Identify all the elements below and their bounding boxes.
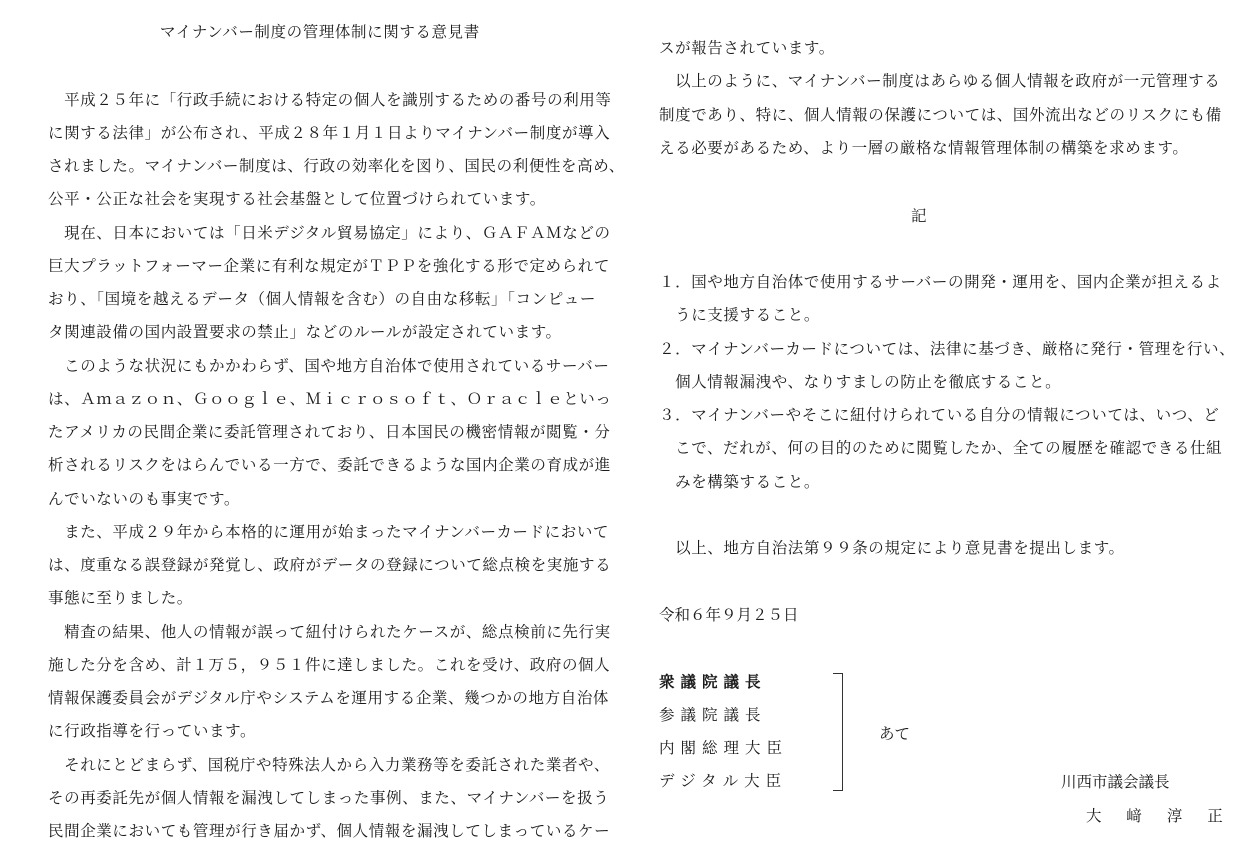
body-line: 析されるリスクをはらんでいる一方で、委託できるような国内企業の育成が進 — [48, 456, 611, 474]
body-line: その再委託先が個人情報を漏洩してしまった事例、また、マイナンバーを扱う — [48, 789, 610, 807]
body-line: 平成２５年に「行政手続における特定の個人を識別するための番号の利用等 — [48, 91, 612, 109]
item-line: １．国や地方自治体で使用するサーバーの開発・運用を、国内企業が担えるよ — [659, 273, 1222, 291]
ate-label: あて — [879, 725, 911, 743]
body-line: スが報告されています。 — [659, 39, 835, 57]
item-line: ２．マイナンバーカードについては、法律に基づき、厳格に発行・管理を行い、 — [659, 340, 1236, 358]
body-line: このような状況にもかかわらず、国や地方自治体で使用されているサーバー — [48, 357, 610, 375]
body-line: 精査の結果、他人の情報が誤って紐付けられたケースが、総点検前に先行実 — [48, 623, 611, 641]
item-line: うに支援すること。 — [659, 306, 821, 324]
document-date: 令和６年９月２５日 — [659, 606, 799, 624]
body-line: 施した分を含め、計１万５，９５１件に達しました。これを受け、政府の個人 — [48, 656, 611, 674]
item-line: こで、だれが、何の目的のために閲覧したか、全ての履歴を確認できる仕組 — [659, 439, 1223, 457]
body-line: 情報保護委員会がデジタル庁やシステムを運用する企業、幾つかの地方自治体 — [48, 689, 610, 707]
item-line: みを構築すること。 — [659, 473, 821, 491]
addressee: デジタル大臣 — [659, 772, 788, 790]
item-line: 個人情報漏洩や、なりすましの防止を徹底すること。 — [659, 373, 1062, 391]
addressee: 内閣総理大臣 — [659, 739, 789, 757]
ki-heading: 記 — [911, 207, 927, 225]
document-title: マイナンバー制度の管理体制に関する意見書 — [160, 23, 480, 41]
body-line: 制度であり、特に、個人情報の保護については、国外流出などのリスクにも備 — [659, 106, 1222, 124]
body-line: 巨大プラットフォーマー企業に有利な規定がＴＰＰを強化する形で定められて — [48, 257, 610, 275]
council-chair-name: 大 﨑 淳 正 — [1086, 807, 1233, 825]
item-line: ３．マイナンバーやそこに紐付けられている自分の情報については、いつ、ど — [659, 406, 1220, 424]
body-line: おり、「国境を越えるデータ（個人情報を含む）の自由な移転」「コンピュー — [48, 290, 597, 308]
closing-statement: 以上、地方自治法第９９条の規定により意見書を提出します。 — [659, 539, 1125, 557]
body-line: に関する法律」が公布され、平成２８年１月１日よりマイナンバー制度が導入 — [48, 124, 611, 142]
body-line: んでいないのも事実です。 — [48, 490, 240, 508]
body-line: それにとどまらず、国税庁や特殊法人から入力業務等を委託された業者や、 — [48, 756, 610, 774]
body-line: 民間企業においても管理が行き届かず、個人情報を漏洩してしまっているケー — [48, 822, 611, 840]
body-line: されました。マイナンバー制度は、行政の効率化を図り、国民の利便性を高め、 — [48, 157, 625, 175]
body-line: は、Ａｍａｚｏｎ、Ｇｏｏｇｌｅ、Ｍｉｃｒｏｓｏｆｔ、Ｏｒａｃｌｅといっ — [48, 390, 612, 408]
body-line: は、度重なる誤登録が発覚し、政府がデータの登録について総点検を実施する — [48, 556, 612, 574]
council-chair-title: 川西市議会議長 — [1061, 773, 1170, 791]
addressee: 衆議院議長 — [659, 672, 767, 691]
body-line: たアメリカの民間企業に委託管理されており、日本国民の機密情報が閲覧・分 — [48, 423, 611, 441]
body-line: 事態に至りました。 — [48, 589, 193, 607]
addressee: 参議院議長 — [659, 706, 767, 724]
body-line: える必要があるため、より一層の厳格な情報管理体制の構築を求めます。 — [659, 139, 1189, 157]
body-line: また、平成２９年から本格的に運用が始まったマイナンバーカードにおいて — [48, 523, 610, 541]
addressee-bracket — [828, 673, 843, 791]
body-line: 以上のように、マイナンバー制度はあらゆる個人情報を政府が一元管理する — [659, 72, 1221, 90]
body-line: に行政指導を行っています。 — [48, 722, 257, 740]
body-line: 公平・公正な社会を実現する社会基盤として位置づけられています。 — [48, 190, 546, 208]
body-line: 現在、日本においては「日米デジタル貿易協定」により、ＧＡＦＡＭなどの — [48, 224, 611, 242]
body-line: タ関連設備の国内設置要求の禁止」などのルールが設定されています。 — [48, 323, 562, 341]
